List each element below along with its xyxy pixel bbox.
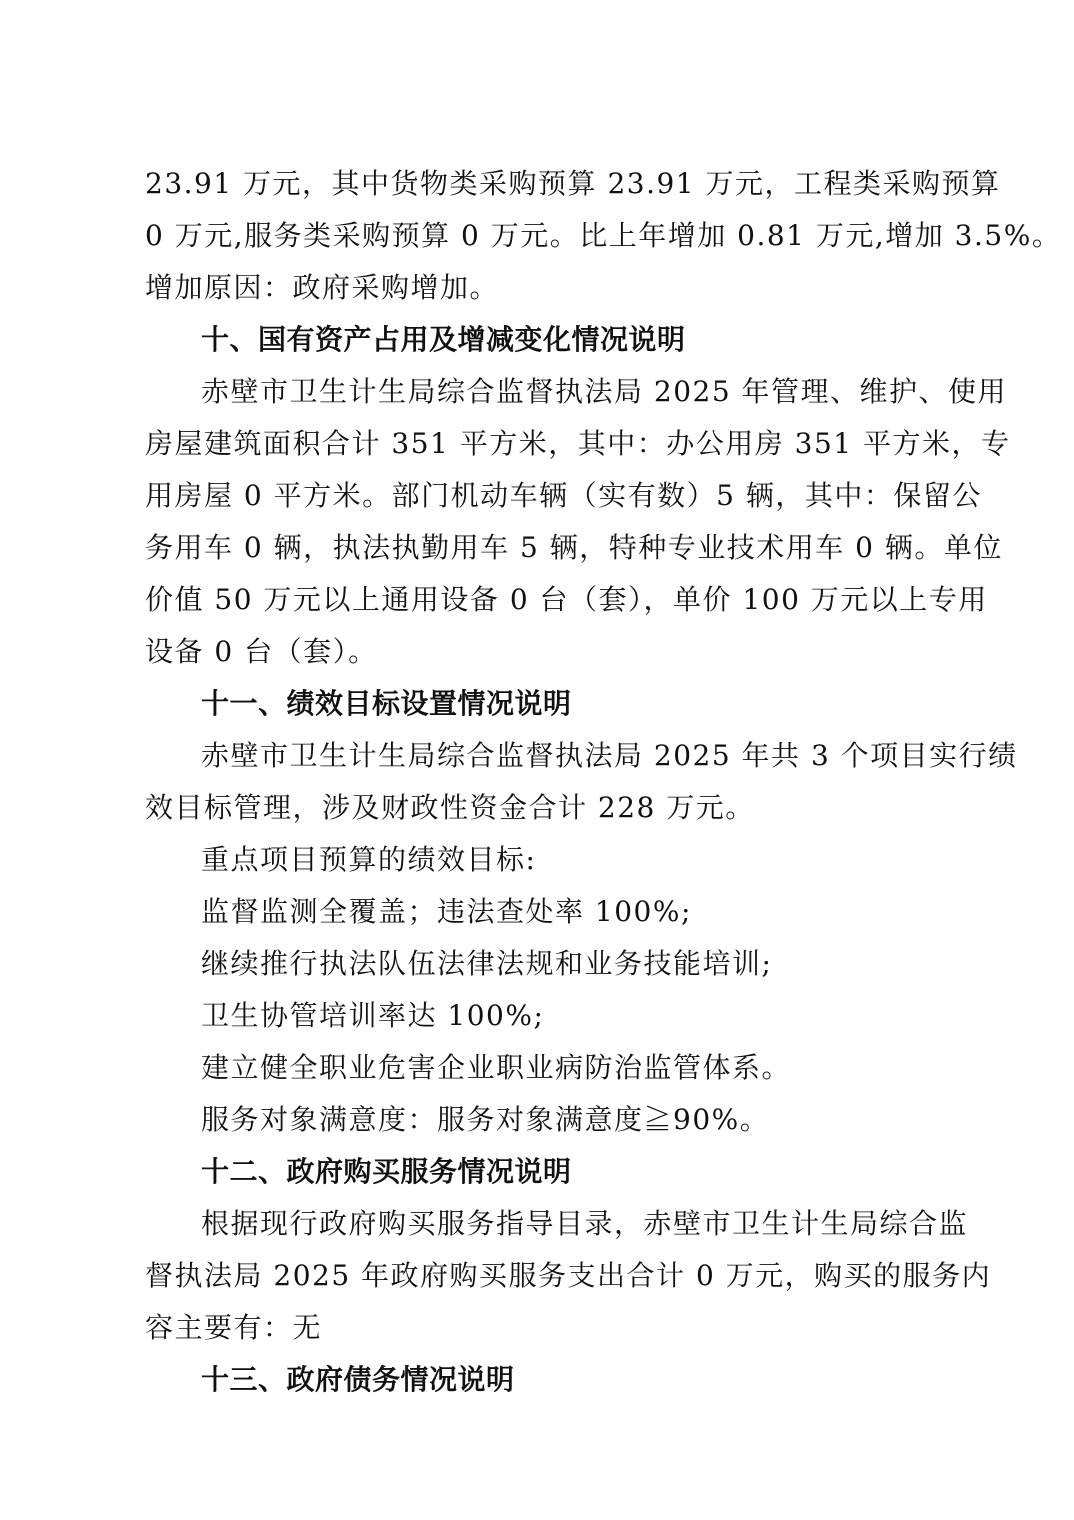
paragraph-line: 卫生协管培训率达 100%;	[201, 999, 545, 1032]
paragraph-line: 容主要有：无	[145, 1311, 323, 1344]
paragraph-line: 设备 0 台（套）。	[145, 635, 378, 668]
paragraph-line: 用房屋 0 平方米。部门机动车辆（实有数）5 辆，其中：保留公	[145, 479, 982, 512]
paragraph-line: 监督监测全覆盖；违法查处率 100%;	[201, 895, 692, 928]
paragraph-line: 根据现行政府购买服务指导目录，赤壁市卫生计生局综合监	[201, 1207, 969, 1240]
section-heading: 十一、绩效目标设置情况说明	[201, 687, 572, 720]
paragraph-line: 赤壁市卫生计生局综合监督执法局 2025 年共 3 个项目实行绩	[201, 739, 1018, 772]
section-heading: 十二、政府购买服务情况说明	[201, 1155, 572, 1188]
paragraph-line: 督执法局 2025 年政府购买服务支出合计 0 万元，购买的服务内	[145, 1259, 992, 1292]
paragraph-line: 增加原因：政府采购增加。	[145, 271, 500, 304]
paragraph-line: 继续推行执法队伍法律法规和业务技能培训;	[201, 947, 773, 980]
paragraph-line: 23.91 万元，其中货物类采购预算 23.91 万元，工程类采购预算	[145, 167, 1001, 200]
section-heading: 十、国有资产占用及增减变化情况说明	[201, 323, 686, 356]
paragraph-line: 0 万元,服务类采购预算 0 万元。比上年增加 0.81 万元,增加 3.5%。	[145, 219, 1062, 252]
paragraph-line: 服务对象满意度：服务对象满意度≧90%。	[201, 1103, 770, 1136]
section-heading: 十三、政府债务情况说明	[201, 1363, 515, 1396]
paragraph-line: 赤壁市卫生计生局综合监督执法局 2025 年管理、维护、使用	[201, 375, 1008, 408]
paragraph-line: 价值 50 万元以上通用设备 0 台（套），单价 100 万元以上专用	[145, 583, 988, 616]
paragraph-line: 效目标管理，涉及财政性资金合计 228 万元。	[145, 791, 755, 824]
paragraph-line: 重点项目预算的绩效目标:	[201, 843, 537, 876]
paragraph-line: 建立健全职业危害企业职业病防治监管体系。	[201, 1051, 792, 1084]
paragraph-line: 务用车 0 辆，执法执勤用车 5 辆，特种专业技术用车 0 辆。单位	[145, 531, 1003, 564]
paragraph-line: 房屋建筑面积合计 351 平方米，其中：办公用房 351 平方米，专	[145, 427, 1011, 460]
